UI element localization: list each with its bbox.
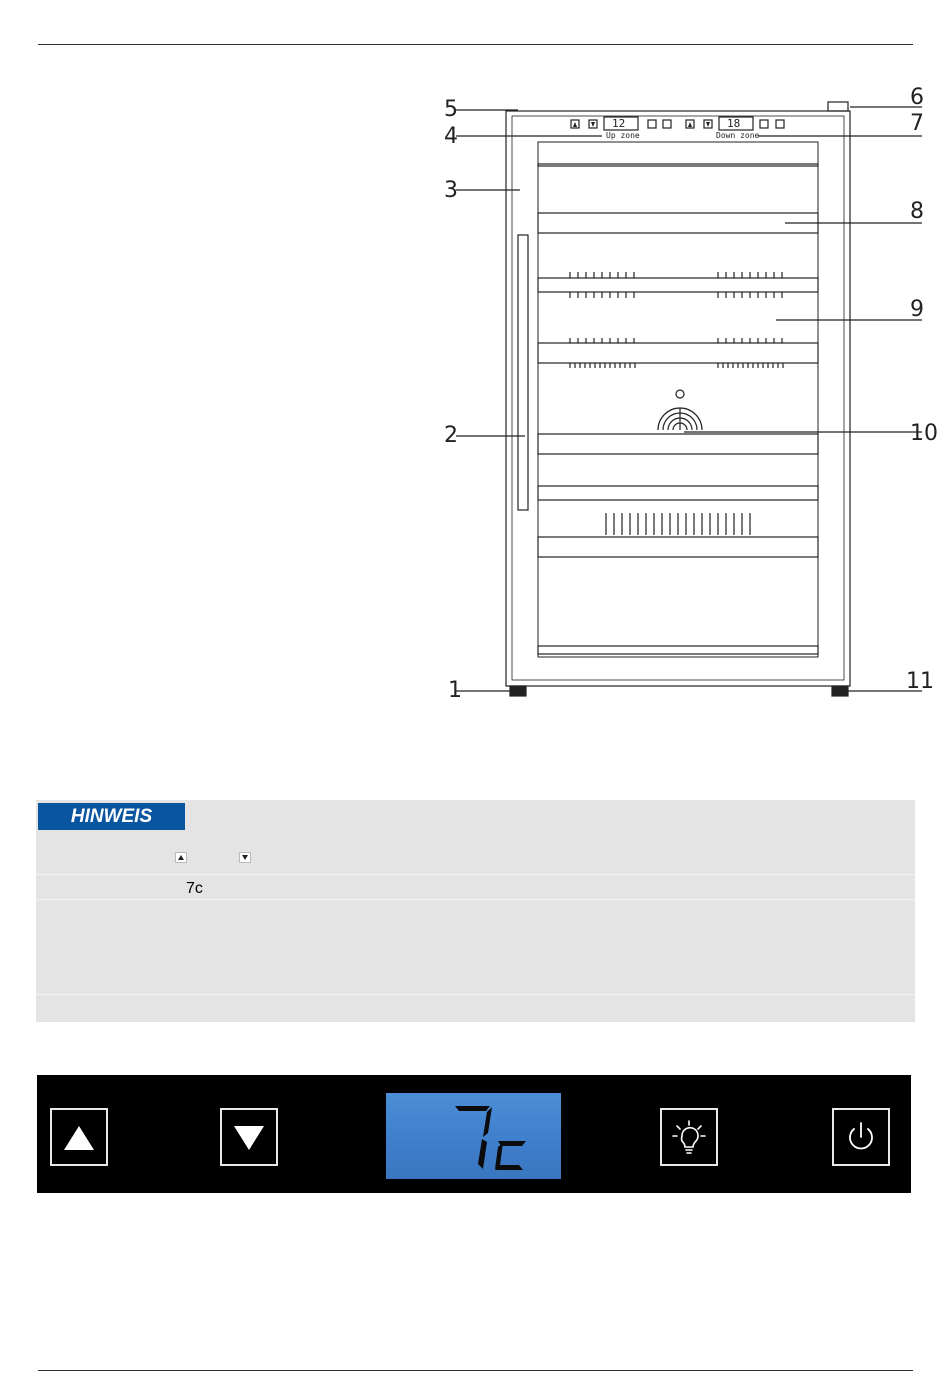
footer-rule (38, 1370, 913, 1371)
cabinet-outline (506, 111, 850, 686)
display-value: 7c (186, 880, 203, 897)
callout-10: 10 (910, 421, 938, 446)
triangle-down-icon (222, 1110, 276, 1164)
note-divider (36, 899, 915, 900)
callout-9: 9 (910, 297, 924, 322)
seven-segment-digits (455, 1106, 526, 1170)
callout-1: 1 (448, 678, 462, 703)
header-rule (38, 44, 913, 45)
callout-6: 6 (910, 85, 924, 110)
note-divider (36, 874, 915, 875)
power-button[interactable] (832, 1108, 890, 1166)
down-zone-label: Down zone (716, 131, 760, 140)
triangle-up-icon (52, 1110, 106, 1164)
temperature-down-button[interactable] (220, 1108, 278, 1166)
temperature-display (186, 880, 561, 1179)
control-panel (37, 880, 911, 1193)
callout-7: 7 (910, 111, 924, 136)
note-box (36, 800, 915, 1022)
up-zone-display: 12 (612, 117, 626, 130)
callout-8: 8 (910, 199, 924, 224)
door-handle (518, 235, 528, 510)
callout-3: 3 (444, 178, 458, 203)
note-divider (36, 994, 915, 995)
temperature-up-button[interactable] (50, 1108, 108, 1166)
light-button[interactable] (660, 1108, 718, 1166)
callout-4: 4 (444, 124, 458, 149)
callout-11: 11 (906, 669, 934, 694)
note-title: HINWEIS (38, 803, 185, 830)
up-arrow-icon (175, 852, 187, 863)
up-zone-label: Up zone (606, 131, 640, 140)
power-icon (834, 1110, 888, 1164)
wine-cooler-diagram (440, 80, 940, 705)
callout-5: 5 (444, 97, 458, 122)
down-arrow-icon (239, 852, 251, 863)
light-bulb-icon (662, 1110, 716, 1164)
down-zone-display: 18 (727, 117, 741, 130)
callout-2: 2 (444, 423, 458, 448)
